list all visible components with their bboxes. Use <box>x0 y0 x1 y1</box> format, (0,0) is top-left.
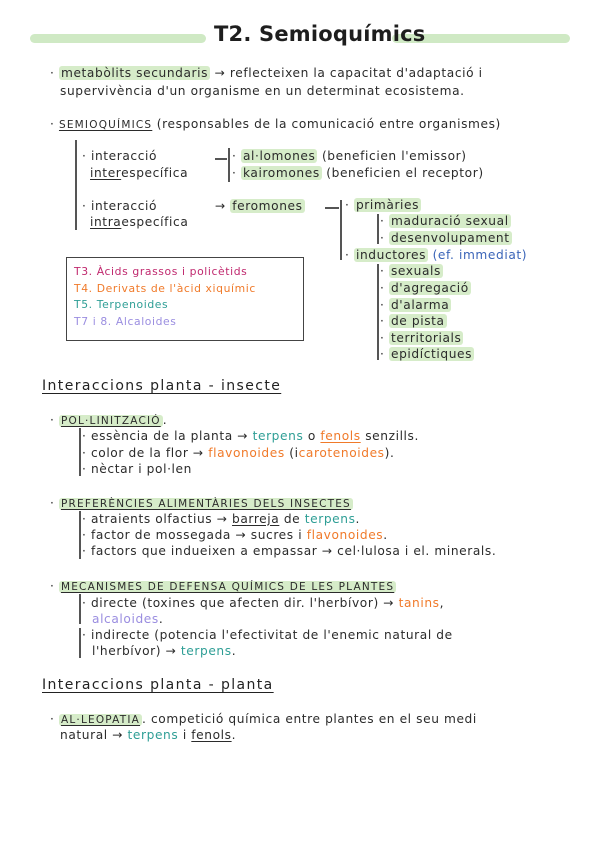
semio-desc: (responsables de la comunicació entre organismes) <box>156 117 501 131</box>
ind-item-2: · d'agregació <box>380 281 469 295</box>
primaries-line: · primàries <box>345 198 420 212</box>
mec-item-1b: alcaloides. <box>92 612 164 626</box>
inter-connector <box>215 158 227 160</box>
intra-label-2: intraespecífica <box>90 215 189 229</box>
inter-bracket <box>228 148 230 182</box>
inductores-term: inductores <box>355 248 427 262</box>
intra-prefix: intra <box>90 215 122 229</box>
pol-item-2: · color de la flor → flavonoides (icarotenoides). <box>82 446 395 460</box>
alleopatia-term: AL·LEOPATIA <box>60 714 141 726</box>
section-title-planta-planta: Interaccions planta - planta <box>42 677 274 693</box>
intra-label-1: · interacció <box>82 199 158 213</box>
feromones-connector <box>325 207 339 209</box>
primaries-term: primàries <box>355 198 420 212</box>
pref-heading: · PREFERÈNCIES ALIMENTÀRIES DELS INSECTES <box>50 496 351 510</box>
legend-t5: T5. Terpenoides <box>74 298 169 311</box>
allomones-line: · al·lomones (beneficien l'emissor) <box>232 149 467 163</box>
title-highlight-left <box>30 34 206 43</box>
kairomones-term: kairomones <box>242 166 320 180</box>
ind-item-6: · epidíctiques <box>380 347 473 361</box>
feromones-bracket <box>340 200 342 260</box>
alleopatia-line-1: · AL·LEOPATIA . competició química entre plantes en el seu medi <box>50 712 477 726</box>
ind-item-1: · sexuals <box>380 264 441 278</box>
inter-label-1: · interacció <box>82 149 158 163</box>
pol-term: POL·LINITZACIÓ <box>60 415 161 427</box>
arrow-icon: → <box>215 199 226 213</box>
arrow-icon: → <box>214 66 226 80</box>
tree-bar-main <box>75 140 77 230</box>
pol-heading: · POL·LINITZACIÓ . <box>50 413 168 427</box>
inductores-line: · inductores (ef. immediat) <box>345 248 528 262</box>
section-title-planta-insecte: Interaccions planta - insecte <box>42 378 282 394</box>
mec-term: MECANISMES DE DEFENSA QUÍMICS DE LES PLANTES <box>60 581 395 593</box>
inter-prefix: inter <box>90 166 122 180</box>
legend-t7: T7 i 8. Alcaloides <box>74 315 177 328</box>
ind-item-5: · territorials <box>380 331 462 345</box>
mec-item-2b: l'herbívor) → terpens. <box>92 644 237 658</box>
pref-item-1: · atraients olfactius → barreja de terpens. <box>82 512 361 526</box>
semio-term: SEMIOQUÍMICS <box>58 119 153 131</box>
mec-item-1: · directe (toxines que afecten dir. l'herbívor) → tanins, <box>82 596 445 610</box>
legend-t4: T4. Derivats de l'àcid xiquímic <box>74 282 256 295</box>
inter-label-2: interespecífica <box>90 166 189 180</box>
bullet: · <box>50 66 55 80</box>
allomones-term: al·lomones <box>242 149 316 163</box>
intro-line-2: supervivència d'un organisme en un determinat ecosistema. <box>60 84 465 98</box>
intro-rest: reflecteixen la capacitat d'adaptació i <box>229 66 483 80</box>
pref-item-3: · factors que indueixen a empassar → cel·lulosa i el. minerals. <box>82 544 497 558</box>
pref-bracket <box>79 511 81 559</box>
feromones-line <box>215 199 305 213</box>
page-title: T2. Semioquímics <box>214 22 426 46</box>
ind-item-3: · d'alarma <box>380 298 450 312</box>
legend-t3: T3. Àcids grassos i policètids <box>74 265 248 278</box>
alleopatia-line-2: natural → terpens i fenols. <box>60 728 237 742</box>
prim-item-1: · maduració sexual <box>380 214 509 228</box>
pol-item-1: · essència de la planta → terpens o fenols senzills. <box>82 429 419 443</box>
intro-line-1 <box>50 66 483 80</box>
mec-heading: · MECANISMES DE DEFENSA QUÍMICS DE LES PLANTES <box>50 579 395 593</box>
pref-item-2: · factor de mossegada → sucres i flavonoides. <box>82 528 388 542</box>
mec-bracket-2 <box>79 628 81 658</box>
prim-item-2: · desenvolupament <box>380 231 510 245</box>
pol-bracket <box>79 428 81 476</box>
pol-item-3: · nèctar i pol·len <box>82 462 192 476</box>
kairomones-line: · kairomones (beneficien el receptor) <box>232 166 484 180</box>
mec-bracket-1 <box>79 594 81 624</box>
feromones-term: feromones <box>232 199 303 213</box>
pref-term: PREFERÈNCIES ALIMENTÀRIES DELS INSECTES <box>60 498 351 510</box>
inductores-note: (ef. immediat) <box>432 248 528 262</box>
inductores-bracket <box>377 264 379 360</box>
intro-term: metabòlits secundaris <box>60 66 209 80</box>
primaries-bracket <box>377 214 379 244</box>
ind-item-4: · de pista <box>380 314 445 328</box>
semio-heading: · SEMIOQUÍMICS (responsables de la comunicació entre organismes) <box>50 117 501 131</box>
mec-item-2: · indirecte (potencia l'efectivitat de l'enemic natural de <box>82 628 453 642</box>
